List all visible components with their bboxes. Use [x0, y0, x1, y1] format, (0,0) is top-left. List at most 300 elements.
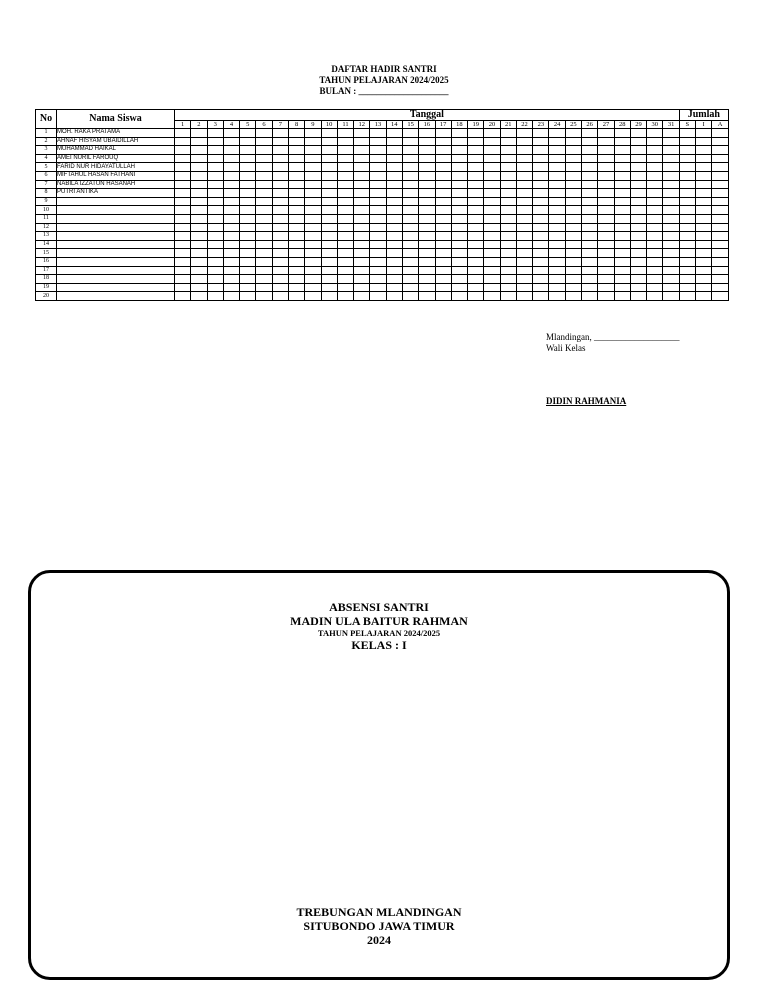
attendance-cell [712, 146, 729, 155]
date-header-cell: 23 [533, 121, 549, 129]
row-number: 15 [36, 249, 57, 258]
attendance-cell [712, 223, 729, 232]
attendance-cell [484, 240, 500, 249]
attendance-cell [630, 240, 646, 249]
attendance-cell [240, 197, 256, 206]
attendance-cell [354, 146, 370, 155]
attendance-cell [305, 214, 321, 223]
attendance-cell [679, 163, 695, 172]
attendance-cell [402, 171, 418, 180]
row-number: 8 [36, 189, 57, 198]
attendance-cell [191, 154, 207, 163]
attendance-cell [679, 206, 695, 215]
attendance-cell [191, 283, 207, 292]
attendance-cell [630, 257, 646, 266]
attendance-cell [354, 249, 370, 258]
attendance-cell [679, 240, 695, 249]
attendance-cell [191, 180, 207, 189]
attendance-cell [500, 292, 516, 301]
attendance-cell [451, 163, 467, 172]
attendance-cell [191, 129, 207, 138]
attendance-cell [500, 257, 516, 266]
attendance-cell [614, 197, 630, 206]
row-number: 3 [36, 146, 57, 155]
attendance-cell [305, 232, 321, 241]
attendance-cell [679, 292, 695, 301]
attendance-cell [223, 249, 239, 258]
attendance-cell [223, 240, 239, 249]
attendance-cell [272, 146, 288, 155]
attendance-cell [354, 240, 370, 249]
row-number: 17 [36, 266, 57, 275]
attendance-cell [354, 206, 370, 215]
attendance-cell [305, 197, 321, 206]
attendance-cell [614, 232, 630, 241]
attendance-cell [696, 206, 712, 215]
student-name [57, 214, 175, 223]
attendance-cell [712, 206, 729, 215]
attendance-cell [435, 275, 451, 284]
attendance-cell [663, 292, 679, 301]
date-header-cell: 8 [288, 121, 304, 129]
attendance-cell [647, 129, 663, 138]
attendance-cell [354, 292, 370, 301]
attendance-cell [240, 232, 256, 241]
attendance-cell [500, 223, 516, 232]
attendance-cell [565, 275, 581, 284]
attendance-cell [565, 163, 581, 172]
attendance-cell [321, 146, 337, 155]
attendance-cell [451, 275, 467, 284]
attendance-cell [337, 197, 353, 206]
attendance-cell [272, 171, 288, 180]
attendance-cell [305, 137, 321, 146]
attendance-cell [354, 171, 370, 180]
attendance-cell [516, 240, 532, 249]
col-name-header: Nama Siswa [57, 110, 175, 129]
attendance-cell [370, 275, 386, 284]
attendance-cell [533, 189, 549, 198]
student-name: PUTRI ANTIKA [57, 189, 175, 198]
attendance-cell [533, 129, 549, 138]
attendance-cell [435, 249, 451, 258]
attendance-cell [549, 249, 565, 258]
attendance-cell [321, 283, 337, 292]
attendance-cell [549, 146, 565, 155]
attendance-cell [402, 137, 418, 146]
attendance-cell [582, 249, 598, 258]
attendance-cell [516, 146, 532, 155]
attendance-cell [435, 232, 451, 241]
attendance-cell [402, 232, 418, 241]
row-number: 20 [36, 292, 57, 301]
date-header-cell: 30 [647, 121, 663, 129]
attendance-cell [175, 266, 191, 275]
attendance-cell [354, 197, 370, 206]
cover-card [28, 570, 730, 980]
attendance-cell [191, 223, 207, 232]
attendance-cell [419, 171, 435, 180]
attendance-cell [305, 249, 321, 258]
attendance-cell [696, 171, 712, 180]
attendance-cell [663, 232, 679, 241]
attendance-cell [402, 292, 418, 301]
attendance-cell [630, 180, 646, 189]
attendance-cell [191, 137, 207, 146]
attendance-cell [386, 283, 402, 292]
attendance-cell [468, 266, 484, 275]
attendance-cell [451, 171, 467, 180]
date-header-cell: 12 [354, 121, 370, 129]
attendance-cell [386, 214, 402, 223]
attendance-cell [696, 240, 712, 249]
attendance-cell [647, 214, 663, 223]
attendance-cell [549, 163, 565, 172]
attendance-cell [419, 232, 435, 241]
attendance-cell [468, 146, 484, 155]
attendance-cell [337, 240, 353, 249]
attendance-cell [451, 206, 467, 215]
attendance-cell [337, 129, 353, 138]
total-header-cell: I [696, 121, 712, 129]
attendance-cell [582, 137, 598, 146]
attendance-cell [402, 206, 418, 215]
attendance-cell [256, 163, 272, 172]
attendance-cell [451, 257, 467, 266]
attendance-cell [207, 275, 223, 284]
attendance-cell [679, 137, 695, 146]
attendance-cell [484, 292, 500, 301]
date-header-cell: 5 [240, 121, 256, 129]
attendance-cell [305, 292, 321, 301]
attendance-cell [370, 171, 386, 180]
attendance-cell [272, 163, 288, 172]
attendance-cell [288, 180, 304, 189]
attendance-cell [370, 232, 386, 241]
table-row [36, 240, 729, 249]
date-header-cell: 21 [500, 121, 516, 129]
attendance-title: DAFTAR HADIR SANTRI [331, 64, 437, 74]
attendance-cell [533, 223, 549, 232]
attendance-cell [305, 275, 321, 284]
attendance-cell [370, 266, 386, 275]
attendance-cell [240, 154, 256, 163]
student-name [57, 197, 175, 206]
attendance-cell [451, 232, 467, 241]
attendance-cell [549, 240, 565, 249]
date-header-cell: 1 [175, 121, 191, 129]
attendance-cell [696, 266, 712, 275]
attendance-cell [435, 137, 451, 146]
attendance-cell [468, 163, 484, 172]
attendance-cell [663, 223, 679, 232]
student-name: AHNAF HISYAM UBAIDILLAH [57, 137, 175, 146]
attendance-cell [337, 137, 353, 146]
attendance-cell [549, 275, 565, 284]
attendance-cell [435, 266, 451, 275]
attendance-cell [500, 129, 516, 138]
attendance-cell [240, 180, 256, 189]
attendance-cell [451, 240, 467, 249]
attendance-cell [435, 197, 451, 206]
attendance-cell [419, 223, 435, 232]
attendance-cell [386, 257, 402, 266]
attendance-cell [354, 154, 370, 163]
attendance-cell [175, 129, 191, 138]
attendance-cell [207, 154, 223, 163]
attendance-cell [516, 180, 532, 189]
row-number: 4 [36, 154, 57, 163]
attendance-cell [582, 283, 598, 292]
attendance-cell [696, 257, 712, 266]
attendance-cell [321, 197, 337, 206]
attendance-cell [337, 180, 353, 189]
row-number: 16 [36, 257, 57, 266]
table-row [36, 266, 729, 275]
attendance-cell [435, 180, 451, 189]
attendance-cell [175, 292, 191, 301]
student-name [57, 206, 175, 215]
attendance-cell [223, 223, 239, 232]
attendance-cell [240, 163, 256, 172]
attendance-cell [647, 257, 663, 266]
attendance-cell [191, 189, 207, 198]
attendance-cell [288, 137, 304, 146]
attendance-cell [288, 292, 304, 301]
attendance-cell [321, 180, 337, 189]
attendance-cell [565, 189, 581, 198]
student-name [57, 266, 175, 275]
attendance-cell [451, 266, 467, 275]
attendance-cell [256, 266, 272, 275]
student-name [57, 275, 175, 284]
attendance-cell [191, 171, 207, 180]
attendance-cell [305, 206, 321, 215]
attendance-cell [370, 292, 386, 301]
attendance-cell [500, 171, 516, 180]
attendance-cell [712, 249, 729, 258]
attendance-cell [386, 197, 402, 206]
attendance-cell [223, 197, 239, 206]
attendance-cell [256, 129, 272, 138]
attendance-cell [484, 223, 500, 232]
attendance-cell [370, 163, 386, 172]
attendance-cell [679, 180, 695, 189]
attendance-cell [533, 232, 549, 241]
attendance-cell [614, 171, 630, 180]
attendance-cell [337, 275, 353, 284]
attendance-cell [435, 163, 451, 172]
attendance-cell [370, 154, 386, 163]
attendance-cell [696, 214, 712, 223]
attendance-cell [305, 240, 321, 249]
attendance-cell [207, 223, 223, 232]
attendance-cell [630, 129, 646, 138]
signature-role: Wali Kelas [546, 343, 586, 353]
attendance-cell [516, 189, 532, 198]
attendance-cell [256, 240, 272, 249]
attendance-cell [598, 189, 614, 198]
attendance-cell [598, 292, 614, 301]
attendance-cell [207, 249, 223, 258]
attendance-cell [288, 163, 304, 172]
table-row [36, 223, 729, 232]
attendance-cell [435, 129, 451, 138]
attendance-cell [679, 171, 695, 180]
attendance-cell [484, 154, 500, 163]
row-number: 11 [36, 214, 57, 223]
attendance-cell [565, 171, 581, 180]
attendance-cell [598, 197, 614, 206]
attendance-cell [321, 206, 337, 215]
attendance-cell [679, 154, 695, 163]
date-header-cell: 6 [256, 121, 272, 129]
attendance-cell [370, 223, 386, 232]
attendance-cell [435, 257, 451, 266]
cover-heading [31, 600, 727, 652]
attendance-cell [288, 266, 304, 275]
attendance-cell [435, 214, 451, 223]
attendance-cell [565, 223, 581, 232]
attendance-cell [468, 171, 484, 180]
attendance-cell [696, 275, 712, 284]
attendance-cell [468, 206, 484, 215]
attendance-cell [321, 154, 337, 163]
attendance-cell [223, 129, 239, 138]
attendance-cell [614, 206, 630, 215]
attendance-cell [256, 214, 272, 223]
attendance-cell [598, 180, 614, 189]
attendance-cell [305, 180, 321, 189]
attendance-cell [696, 129, 712, 138]
attendance-cell [175, 197, 191, 206]
table-row [36, 154, 729, 163]
attendance-cell [386, 206, 402, 215]
attendance-cell [223, 206, 239, 215]
attendance-cell [240, 283, 256, 292]
attendance-cell [565, 266, 581, 275]
attendance-cell [207, 189, 223, 198]
attendance-cell [402, 249, 418, 258]
attendance-cell [614, 180, 630, 189]
date-header-cell: 7 [272, 121, 288, 129]
attendance-cell [288, 240, 304, 249]
attendance-cell [598, 146, 614, 155]
attendance-cell [240, 240, 256, 249]
attendance-cell [598, 171, 614, 180]
attendance-cell [679, 129, 695, 138]
attendance-cell [272, 129, 288, 138]
attendance-cell [468, 129, 484, 138]
attendance-cell [516, 206, 532, 215]
attendance-cell [207, 197, 223, 206]
attendance-cell [565, 197, 581, 206]
date-header-cell: 27 [598, 121, 614, 129]
attendance-cell [240, 137, 256, 146]
table-row [36, 180, 729, 189]
attendance-cell [565, 257, 581, 266]
table-row [36, 189, 729, 198]
attendance-cell [533, 154, 549, 163]
attendance-cell [696, 283, 712, 292]
attendance-cell [435, 146, 451, 155]
attendance-cell [582, 223, 598, 232]
date-header-cell: 18 [451, 121, 467, 129]
attendance-cell [272, 197, 288, 206]
student-name: AMEI NURIL FAROUQ [57, 154, 175, 163]
attendance-cell [175, 232, 191, 241]
attendance-cell [696, 154, 712, 163]
attendance-cell [451, 283, 467, 292]
table-row [36, 292, 729, 301]
attendance-cell [582, 257, 598, 266]
attendance-cell [663, 163, 679, 172]
attendance-cell [549, 197, 565, 206]
attendance-cell [647, 283, 663, 292]
attendance-cell [484, 214, 500, 223]
attendance-cell [272, 232, 288, 241]
attendance-cell [272, 249, 288, 258]
attendance-cell [419, 163, 435, 172]
attendance-cell [647, 266, 663, 275]
attendance-cell [582, 240, 598, 249]
attendance-cell [679, 232, 695, 241]
attendance-cell [614, 129, 630, 138]
attendance-cell [565, 137, 581, 146]
attendance-cell [663, 266, 679, 275]
attendance-cell [288, 129, 304, 138]
attendance-cell [712, 257, 729, 266]
attendance-cell [533, 257, 549, 266]
row-number: 12 [36, 223, 57, 232]
attendance-cell [321, 292, 337, 301]
attendance-cell [565, 232, 581, 241]
student-name: NABILA IZZATUN HASANAH [57, 180, 175, 189]
attendance-cell [191, 257, 207, 266]
attendance-cell [663, 180, 679, 189]
attendance-cell [402, 223, 418, 232]
attendance-cell [679, 223, 695, 232]
attendance-cell [663, 137, 679, 146]
attendance-cell [565, 154, 581, 163]
attendance-cell [402, 197, 418, 206]
attendance-cell [712, 232, 729, 241]
attendance-cell [614, 223, 630, 232]
attendance-cell [207, 257, 223, 266]
attendance-cell [549, 223, 565, 232]
attendance-cell [305, 257, 321, 266]
attendance-cell [565, 240, 581, 249]
attendance-cell [484, 283, 500, 292]
attendance-cell [370, 146, 386, 155]
attendance-cell [337, 249, 353, 258]
attendance-cell [696, 197, 712, 206]
row-number: 18 [36, 275, 57, 284]
attendance-cell [240, 223, 256, 232]
attendance-cell [305, 223, 321, 232]
attendance-cell [516, 232, 532, 241]
attendance-cell [500, 214, 516, 223]
attendance-cell [240, 189, 256, 198]
attendance-cell [419, 137, 435, 146]
student-name: MUHAMMAD HAIKAL [57, 146, 175, 155]
attendance-cell [191, 146, 207, 155]
attendance-cell [500, 197, 516, 206]
attendance-cell [516, 163, 532, 172]
attendance-cell [305, 189, 321, 198]
attendance-cell [598, 163, 614, 172]
attendance-cell [679, 283, 695, 292]
